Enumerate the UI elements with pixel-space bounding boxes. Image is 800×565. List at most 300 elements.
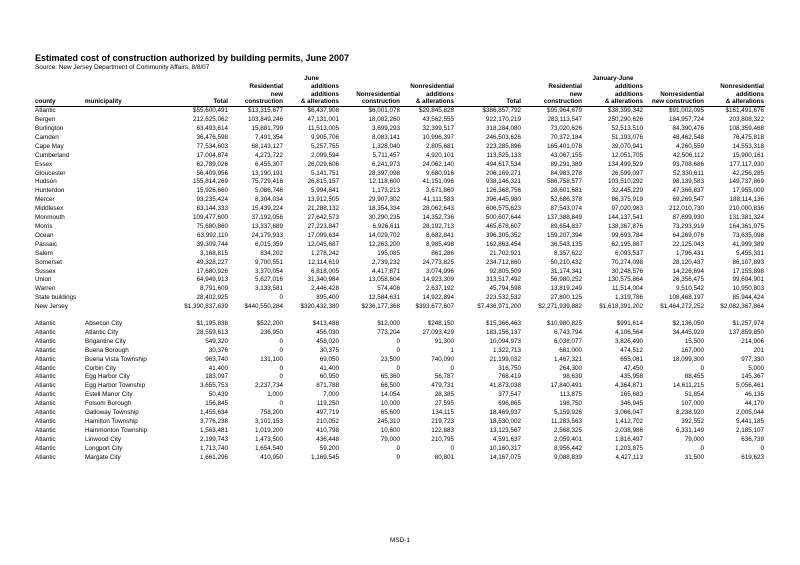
value-cell: 5,257,755 bbox=[310, 142, 339, 150]
value-cell: 47,450 bbox=[623, 364, 643, 372]
county-cell: Atlantic bbox=[35, 337, 56, 345]
value-cell: 619,623 bbox=[741, 453, 764, 461]
value-cell: 313,517,492 bbox=[485, 276, 521, 284]
value-cell: 14,029,702 bbox=[368, 231, 400, 239]
value-cell: 79,000 bbox=[684, 435, 704, 443]
header-row-main bbox=[35, 98, 765, 106]
county-row bbox=[35, 294, 765, 303]
value-cell: 30,375 bbox=[319, 346, 339, 354]
value-cell: 41,999,389 bbox=[732, 240, 764, 248]
value-cell: 42,506,112 bbox=[672, 151, 704, 159]
county-row bbox=[35, 205, 765, 214]
value-cell: 14,167,075 bbox=[489, 453, 521, 461]
value-cell: 48,462,548 bbox=[672, 133, 704, 141]
value-cell: 63,992,110 bbox=[196, 231, 228, 239]
value-cell: 31,340,984 bbox=[307, 276, 339, 284]
value-cell: 164,361,975 bbox=[728, 222, 764, 230]
county-cell: Atlantic bbox=[35, 453, 56, 461]
county-row bbox=[35, 125, 765, 134]
value-cell: 3,655,753 bbox=[199, 382, 228, 390]
value-cell: 834,202 bbox=[260, 249, 283, 257]
municipality-cell: Corbin City bbox=[85, 364, 117, 372]
value-cell: $2,136,050 bbox=[672, 320, 704, 328]
county-cell: Ocean bbox=[35, 231, 54, 239]
value-cell: 4,260,559 bbox=[675, 142, 704, 150]
value-cell: 6,743,794 bbox=[553, 328, 582, 336]
county-cell: Hunterdon bbox=[35, 187, 65, 195]
value-cell: 75,729,416 bbox=[251, 178, 283, 186]
value-cell: 87,543,074 bbox=[550, 205, 582, 213]
value-cell: 6,093,537 bbox=[614, 249, 643, 257]
value-cell: 264,300 bbox=[559, 364, 582, 372]
value-cell: 203,808,322 bbox=[728, 116, 764, 124]
value-cell: $522,200 bbox=[256, 320, 283, 328]
value-cell: 0 bbox=[396, 444, 400, 452]
value-cell: 410,798 bbox=[316, 426, 339, 434]
value-cell: 2,199,743 bbox=[199, 435, 228, 443]
value-cell: 52,330,611 bbox=[672, 169, 704, 177]
value-cell: 28,385 bbox=[434, 391, 454, 399]
county-row bbox=[35, 196, 765, 205]
value-cell: 5,056,461 bbox=[735, 382, 764, 390]
value-cell: 87,699,930 bbox=[672, 214, 704, 222]
municipality-row bbox=[35, 409, 765, 418]
municipality-row bbox=[35, 382, 765, 391]
value-cell: 392,552 bbox=[681, 418, 704, 425]
value-cell: 2,637,192 bbox=[425, 285, 454, 293]
value-cell: 0 bbox=[279, 346, 283, 354]
county-row bbox=[35, 303, 765, 312]
municipality-cell bbox=[85, 250, 170, 259]
value-cell: $393,677,607 bbox=[415, 303, 454, 311]
value-cell: 410,950 bbox=[260, 453, 283, 461]
value-cell: 10,160,317 bbox=[489, 444, 521, 452]
value-cell: 149,737,869 bbox=[728, 178, 764, 186]
value-cell: 44,170 bbox=[744, 400, 764, 408]
value-cell: 30,376 bbox=[208, 346, 228, 354]
value-cell: 210,000,836 bbox=[728, 205, 764, 213]
value-cell: 107,000 bbox=[681, 400, 704, 408]
county-cell: Burlington bbox=[35, 125, 64, 132]
value-cell: 84,390,476 bbox=[672, 125, 704, 132]
value-cell: 62,789,026 bbox=[196, 160, 228, 168]
value-cell: $12,000 bbox=[377, 320, 400, 328]
municipality-cell bbox=[85, 223, 170, 232]
value-cell: 458,020 bbox=[316, 337, 339, 345]
value-cell: 89,291,389 bbox=[550, 160, 582, 168]
value-cell: 17,155,898 bbox=[732, 267, 764, 275]
value-cell: 28,062,643 bbox=[422, 205, 454, 213]
county-cell: Atlantic bbox=[35, 373, 56, 381]
county-row bbox=[35, 285, 765, 294]
value-cell: 3,370,054 bbox=[254, 267, 283, 275]
value-cell: 183,097 bbox=[205, 373, 228, 381]
value-cell: 68,143,127 bbox=[251, 142, 283, 150]
value-cell: $386,857,792 bbox=[482, 107, 521, 115]
value-cell: 2,805,681 bbox=[425, 142, 454, 150]
value-cell: 3,168,815 bbox=[199, 249, 228, 257]
value-cell: 103,510,292 bbox=[607, 178, 643, 186]
value-cell: 26,029,606 bbox=[307, 160, 339, 168]
value-cell: 2,005,044 bbox=[735, 409, 764, 417]
county-cell: Gloucester bbox=[35, 169, 66, 177]
value-cell: 75,680,860 bbox=[196, 222, 228, 230]
value-cell: 103,849,246 bbox=[247, 116, 283, 124]
value-cell: 2,739,232 bbox=[371, 258, 400, 266]
county-cell: Atlantic bbox=[35, 355, 56, 363]
value-cell: 6,241,973 bbox=[371, 160, 400, 168]
value-cell: 8,238,920 bbox=[675, 409, 704, 417]
header-cell: additions bbox=[736, 90, 764, 98]
value-cell: 21,288,132 bbox=[307, 205, 339, 213]
municipality-cell bbox=[85, 143, 170, 152]
value-cell: 586,758,577 bbox=[546, 178, 582, 186]
value-cell: 494,617,534 bbox=[485, 160, 521, 168]
value-cell: 32,445,229 bbox=[611, 187, 643, 195]
county-row bbox=[35, 143, 765, 152]
value-cell: 131,381,324 bbox=[728, 214, 764, 222]
value-cell: 134,115 bbox=[431, 409, 454, 417]
value-cell: 24,773,825 bbox=[422, 258, 454, 266]
value-cell: 12,263,200 bbox=[368, 240, 400, 248]
value-cell: 134,499,529 bbox=[607, 160, 643, 168]
value-cell: 89,654,837 bbox=[550, 222, 582, 230]
value-cell: 0 bbox=[760, 444, 764, 452]
municipality-cell bbox=[85, 285, 170, 294]
municipality-cell bbox=[85, 196, 170, 205]
value-cell: 30,290,235 bbox=[368, 214, 400, 222]
value-cell: $440,550,284 bbox=[244, 303, 283, 311]
value-cell: 36,543,135 bbox=[550, 240, 582, 248]
value-cell: 346,945 bbox=[620, 400, 643, 408]
value-cell: 76,475,818 bbox=[732, 133, 764, 141]
source-note: Source: New Jersey Department of Community Affairs, 8/8/07 bbox=[35, 64, 210, 71]
value-cell: $1,390,837,639 bbox=[184, 303, 228, 311]
value-cell: 1,278,242 bbox=[310, 249, 339, 257]
header-cell: Nonresidential bbox=[410, 82, 454, 90]
municipality-cell bbox=[85, 268, 170, 277]
value-cell: $91,002,095 bbox=[668, 107, 704, 115]
municipality-cell bbox=[85, 178, 170, 187]
municipality-row bbox=[35, 436, 765, 445]
value-cell: 396,445,980 bbox=[485, 196, 521, 204]
value-cell: 49,328,227 bbox=[196, 258, 228, 266]
value-cell: 37,192,056 bbox=[251, 214, 283, 222]
value-cell: 15,439,224 bbox=[251, 205, 283, 213]
value-cell: 456,030 bbox=[316, 328, 339, 336]
value-cell: 14,611,215 bbox=[672, 382, 704, 390]
county-cell: Atlantic bbox=[35, 426, 56, 434]
value-cell: 574,408 bbox=[377, 285, 400, 293]
value-cell: $236,177,368 bbox=[361, 303, 400, 311]
value-cell: 5,141,751 bbox=[310, 169, 339, 177]
county-row bbox=[35, 214, 765, 223]
value-cell: 465,678,607 bbox=[485, 222, 521, 230]
county-cell: Middlesex bbox=[35, 205, 64, 213]
value-cell: 1,654,540 bbox=[254, 444, 283, 452]
value-cell: 9,088,839 bbox=[553, 453, 582, 461]
county-cell: Atlantic bbox=[35, 328, 56, 336]
value-cell: 14,923,309 bbox=[422, 276, 454, 284]
value-cell: 4,273,722 bbox=[254, 151, 283, 159]
value-cell: 99,693,784 bbox=[611, 231, 643, 239]
municipality-cell bbox=[85, 116, 170, 125]
municipality-cell: Absecon City bbox=[85, 320, 123, 328]
value-cell: 41,400 bbox=[319, 364, 339, 372]
value-cell: 1,473,500 bbox=[254, 435, 283, 443]
municipality-cell bbox=[85, 205, 170, 214]
value-cell: 69,050 bbox=[319, 355, 339, 363]
value-cell: 12,584,631 bbox=[368, 294, 400, 302]
value-cell: 30,248,576 bbox=[611, 267, 643, 275]
county-cell: Atlantic bbox=[35, 107, 56, 115]
value-cell: 26,356,475 bbox=[672, 276, 704, 284]
value-cell: 15,926,660 bbox=[196, 187, 228, 195]
value-cell: 39,309,744 bbox=[196, 240, 228, 248]
municipality-cell: Brigantine City bbox=[85, 337, 126, 345]
value-cell: 28,559,613 bbox=[196, 328, 228, 336]
value-cell: 2,446,428 bbox=[310, 285, 339, 293]
municipality-cell: Longport City bbox=[85, 444, 123, 452]
county-cell: Sussex bbox=[35, 267, 56, 275]
municipality-rows bbox=[35, 320, 765, 463]
value-cell: 167,000 bbox=[681, 346, 704, 354]
county-row bbox=[35, 223, 765, 232]
value-cell: 34,445,929 bbox=[672, 328, 704, 336]
section-spacer bbox=[35, 312, 765, 320]
value-cell: 6,331,149 bbox=[675, 426, 704, 434]
value-cell: 51,854 bbox=[684, 391, 704, 399]
value-cell: 435,958 bbox=[620, 373, 643, 381]
value-cell: 29,907,302 bbox=[368, 196, 400, 204]
value-cell: 15,900,161 bbox=[732, 151, 764, 159]
county-cell: Warren bbox=[35, 285, 56, 293]
value-cell: 41,151,096 bbox=[422, 178, 454, 186]
value-cell: 59,200 bbox=[319, 444, 339, 452]
value-cell: 45,794,598 bbox=[489, 285, 521, 293]
value-cell: 3,826,490 bbox=[614, 337, 643, 345]
value-cell: 1,796,431 bbox=[675, 249, 704, 257]
value-cell: 28,192,713 bbox=[422, 222, 454, 230]
value-cell: 8,791,609 bbox=[199, 285, 228, 293]
county-cell: Passaic bbox=[35, 240, 58, 248]
value-cell: 11,514,004 bbox=[611, 285, 643, 293]
value-cell: 130,575,864 bbox=[607, 276, 643, 284]
col-header-june-res-new: construction bbox=[229, 98, 284, 106]
value-cell: $248,150 bbox=[427, 320, 454, 328]
value-cell: 14,553,318 bbox=[732, 142, 764, 150]
value-cell: 318,284,080 bbox=[485, 125, 521, 132]
municipality-cell bbox=[85, 134, 170, 143]
value-cell: 165,683 bbox=[620, 391, 643, 399]
value-cell: 93,708,686 bbox=[672, 160, 704, 168]
value-cell: 212,625,062 bbox=[192, 116, 228, 124]
value-cell: 497,719 bbox=[316, 409, 339, 417]
value-cell: 2,568,325 bbox=[553, 426, 582, 434]
municipality-cell: Buena Borough bbox=[85, 346, 129, 354]
value-cell: 97,020,983 bbox=[611, 205, 643, 213]
value-cell: 474,512 bbox=[620, 346, 643, 354]
value-cell: 234,712,860 bbox=[485, 258, 521, 266]
municipality-cell: Folsom Borough bbox=[85, 400, 132, 408]
value-cell: 436,448 bbox=[316, 435, 339, 443]
header-cell: Nonresidential bbox=[356, 90, 400, 98]
value-cell: 65,600 bbox=[380, 409, 400, 417]
value-cell: 3,699,293 bbox=[371, 125, 400, 132]
value-cell: 86,375,919 bbox=[611, 196, 643, 204]
value-cell: 24,179,933 bbox=[251, 231, 283, 239]
value-cell: 0 bbox=[279, 337, 283, 345]
value-cell: 283,113,547 bbox=[547, 116, 582, 124]
value-cell: 1,563,481 bbox=[199, 426, 228, 434]
value-cell: 113,875 bbox=[559, 391, 582, 399]
value-cell: 92,805,509 bbox=[489, 267, 521, 275]
value-cell: 3,133,581 bbox=[254, 285, 283, 293]
county-cell: Atlantic bbox=[35, 320, 56, 328]
value-cell: 758,200 bbox=[260, 409, 283, 417]
municipality-row bbox=[35, 454, 765, 463]
county-cell: Cape May bbox=[35, 142, 64, 150]
value-cell: 156,845 bbox=[205, 400, 228, 408]
value-cell: 73,635,098 bbox=[732, 231, 764, 239]
value-cell: 17,955,009 bbox=[732, 187, 764, 195]
value-cell: 10,094,973 bbox=[489, 337, 521, 345]
header-row-2 bbox=[35, 83, 765, 91]
value-cell: $413,488 bbox=[312, 320, 339, 328]
value-cell: 17,004,874 bbox=[196, 151, 228, 159]
municipality-row bbox=[35, 320, 765, 329]
value-cell: 2,059,401 bbox=[553, 435, 582, 443]
value-cell: 62,195,887 bbox=[611, 240, 643, 248]
value-cell: 6,926,611 bbox=[372, 222, 400, 230]
county-row bbox=[35, 170, 765, 179]
value-cell: 113,525,133 bbox=[486, 151, 521, 159]
value-cell: 52,513,510 bbox=[611, 125, 643, 132]
value-cell: 861,286 bbox=[431, 249, 454, 257]
col-header-ytd-total: Total bbox=[455, 98, 522, 106]
value-cell: 655,081 bbox=[620, 355, 643, 363]
header-cell: additions bbox=[311, 90, 339, 98]
value-cell: 549,320 bbox=[205, 337, 228, 345]
county-row bbox=[35, 187, 765, 196]
value-cell: 0 bbox=[279, 294, 283, 302]
municipality-cell: Egg Harbor City bbox=[85, 373, 130, 381]
county-row bbox=[35, 250, 765, 259]
value-cell: 47,131,001 bbox=[307, 116, 339, 124]
value-cell: 165,401,078 bbox=[546, 142, 582, 150]
value-cell: $2,271,939,882 bbox=[538, 303, 582, 311]
value-cell: $161,491,676 bbox=[725, 107, 764, 115]
municipality-cell bbox=[85, 161, 170, 170]
value-cell: 8,956,442 bbox=[553, 444, 582, 452]
header-cell: new bbox=[270, 90, 283, 98]
municipality-row bbox=[35, 400, 765, 409]
county-row bbox=[35, 134, 765, 143]
value-cell: 41,400 bbox=[208, 364, 228, 372]
value-cell: 0 bbox=[396, 346, 400, 354]
value-cell: 8,985,498 bbox=[425, 240, 454, 248]
value-cell: 5,441,185 bbox=[735, 418, 764, 425]
value-cell: 1 bbox=[450, 346, 454, 354]
municipality-row bbox=[35, 445, 765, 454]
county-cell: Essex bbox=[35, 160, 53, 168]
value-cell: 2,237,734 bbox=[254, 382, 283, 390]
value-cell: 210,052 bbox=[316, 418, 339, 425]
value-cell: 8,083,141 bbox=[371, 133, 400, 141]
value-cell: 316,750 bbox=[498, 364, 521, 372]
value-cell: 15,500 bbox=[684, 337, 704, 345]
value-cell: 0 bbox=[396, 453, 400, 461]
value-cell: 28,397,098 bbox=[368, 169, 400, 177]
page-title: Estimated cost of construction authorized by building permits, June 2007 bbox=[35, 53, 350, 63]
value-cell: 159,207,394 bbox=[546, 231, 582, 239]
value-cell: 7,000 bbox=[323, 391, 339, 399]
municipality-cell bbox=[85, 125, 170, 134]
municipality-row bbox=[35, 338, 765, 347]
value-cell: 108,468,197 bbox=[668, 294, 704, 302]
value-cell: 13,337,689 bbox=[251, 222, 283, 230]
header-cell: new bbox=[569, 90, 582, 98]
value-cell: 24,062,140 bbox=[422, 160, 454, 168]
value-cell: 18,099,300 bbox=[672, 355, 704, 363]
value-cell: 606,575,623 bbox=[485, 205, 521, 213]
value-cell: 99,604,901 bbox=[732, 276, 764, 284]
value-cell: 86,107,893 bbox=[732, 258, 764, 266]
value-cell: 137,388,849 bbox=[546, 214, 582, 222]
county-cell: Camden bbox=[35, 133, 59, 141]
value-cell: 13,058,604 bbox=[368, 276, 400, 284]
municipality-cell bbox=[85, 214, 170, 223]
county-cell: Atlantic bbox=[35, 444, 56, 452]
municipality-row bbox=[35, 347, 765, 356]
municipality-cell: Estell Manor City bbox=[85, 391, 133, 399]
col-header-ytd-nonres-add: & alterations bbox=[705, 98, 765, 106]
value-cell: 17,840,491 bbox=[550, 382, 582, 390]
value-cell: 145,367 bbox=[741, 373, 764, 381]
value-cell: 636,739 bbox=[741, 435, 764, 443]
value-cell: 223,285,896 bbox=[485, 142, 521, 150]
header-cell: Nonresidential bbox=[720, 82, 764, 90]
value-cell: 73,293,919 bbox=[672, 222, 704, 230]
value-cell: 4,920,101 bbox=[425, 151, 454, 159]
municipality-row bbox=[35, 391, 765, 400]
municipality-cell bbox=[85, 170, 170, 179]
county-cell: New Jersey bbox=[35, 303, 68, 311]
value-cell: 18,354,334 bbox=[368, 205, 400, 213]
county-row bbox=[35, 276, 765, 285]
value-cell: 773,204 bbox=[377, 328, 400, 336]
value-cell: 246,503,626 bbox=[485, 133, 521, 141]
county-cell: Atlantic bbox=[35, 435, 56, 443]
county-cell: Cumberland bbox=[35, 151, 70, 159]
value-cell: 31,500 bbox=[684, 453, 704, 461]
value-cell: 1,455,634 bbox=[199, 409, 228, 417]
value-cell: 0 bbox=[396, 364, 400, 372]
municipality-row bbox=[35, 418, 765, 427]
county-cell: Bergen bbox=[35, 116, 56, 124]
value-cell: 27,800,125 bbox=[550, 294, 582, 302]
value-cell: 122,883 bbox=[431, 426, 454, 434]
value-cell: 963,740 bbox=[205, 355, 228, 363]
value-cell: 212,010,730 bbox=[668, 205, 704, 213]
value-cell: 13,190,191 bbox=[251, 169, 283, 177]
value-cell: 12,114,619 bbox=[307, 258, 339, 266]
value-cell: 977,330 bbox=[741, 355, 764, 363]
value-cell: 1,019,200 bbox=[254, 426, 283, 434]
value-cell: 42,256,285 bbox=[732, 169, 764, 177]
municipality-cell bbox=[85, 107, 170, 116]
value-cell: 4,427,113 bbox=[615, 453, 643, 461]
